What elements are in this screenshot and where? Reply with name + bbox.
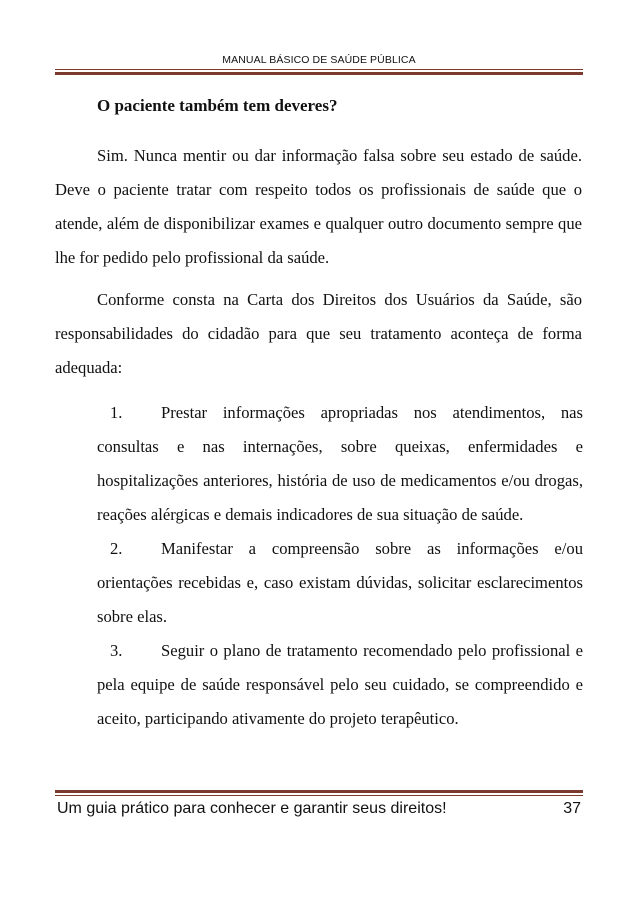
list-item-number: 3. xyxy=(110,641,123,660)
paragraph-duties: Sim. Nunca mentir ou dar informação falsa sobre seu estado de saúde. Deve o paciente tratar com respeito todos os profissionais de saúde que o atende, além de disponibilizar exames e qualquer outro documento sempre que lhe for pedido pelo profissional da saúde. xyxy=(55,146,582,267)
running-header: MANUAL BÁSICO DE SAÚDE PÚBLICA xyxy=(222,54,416,66)
list-item-text: Manifestar a compreensão sobre as informações e/ou orientações recebidas e, caso existam dúvidas, solicitar esclarecimentos sobre elas. xyxy=(97,539,583,626)
header-rule-thick xyxy=(55,72,583,75)
list-item xyxy=(97,396,583,532)
footer-rule-thick xyxy=(55,790,583,793)
responsibilities-list xyxy=(97,396,583,736)
list-item-number: 2. xyxy=(110,539,123,558)
paragraph-charter: Conforme consta na Carta dos Direitos dos Usuários da Saúde, são responsabilidades do cidadão para que seu tratamento aconteça de forma adequada: xyxy=(55,290,582,377)
footer-rule-thin xyxy=(55,795,583,796)
footer-tagline: Um guia prático para conhecer e garantir seus direitos! xyxy=(57,800,447,817)
list-item-text: Prestar informações apropriadas nos atendimentos, nas consultas e nas internações, sobre queixas, enfermidades e hospitalizações anteriores, história de uso de medicamentos e/ou drogas, reações alérgicas e demais indicadores de sua situação de saúde. xyxy=(97,403,583,524)
page-number: 37 xyxy=(563,800,581,817)
header-rule-thin xyxy=(55,69,583,70)
list-item xyxy=(97,634,583,736)
list-item xyxy=(97,532,583,634)
list-item-number: 1. xyxy=(110,403,123,422)
list-item-text: Seguir o plano de tratamento recomendado pelo profissional e pela equipe de saúde responsável pelo seu cuidado, se compreendido e aceito, participando ativamente do projeto terapêutico. xyxy=(97,641,583,728)
section-heading: O paciente também tem deveres? xyxy=(97,96,338,115)
